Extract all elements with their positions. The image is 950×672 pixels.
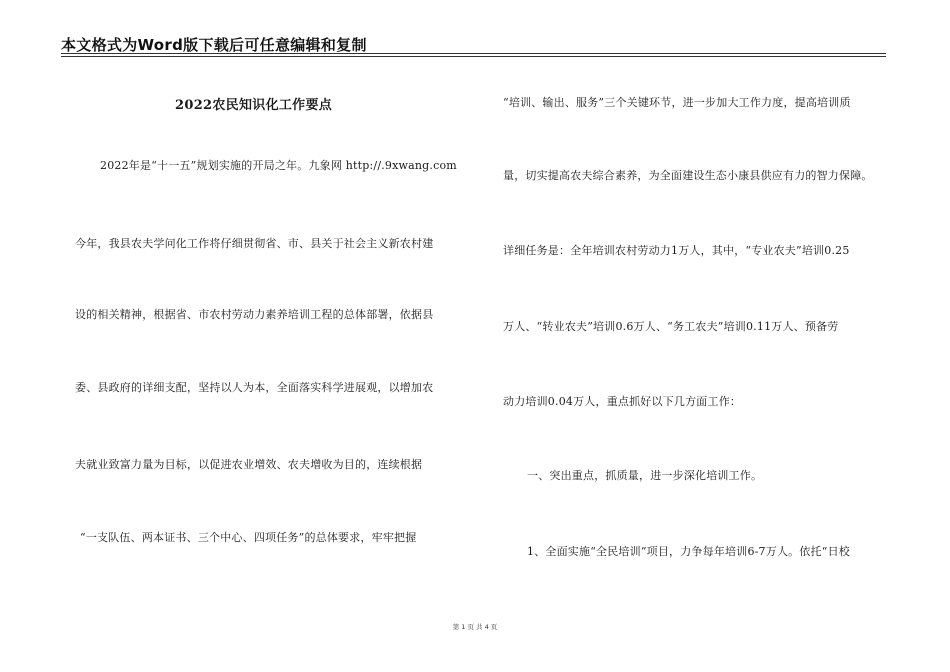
right-paragraph-line: 万人、“转业农夫”培训0.6万人、“务工农夫”培训0.11万人、预备劳	[503, 320, 839, 333]
right-paragraph-line: “培训、输出、服务”三个关键环节，进一步加大工作力度，提高培训质	[503, 96, 851, 109]
header-rule-bottom	[61, 56, 886, 57]
left-paragraph-line: “一支队伍、两本证书、三个中心、四项任务”的总体要求，牢牢把握	[80, 531, 417, 544]
left-paragraph-line: 夫就业致富力量为目标，以促进农业增效、农夫增收为目的，连续根据	[75, 458, 423, 471]
left-paragraph-line: 2022年是“十一五”规划实施的开局之年。九象网 http://.9xwang.com	[100, 159, 457, 172]
header-rule-top	[61, 53, 886, 54]
left-paragraph-line: 设的相关精神，根据省、市农村劳动力素养培训工程的总体部署，依据县	[75, 308, 434, 321]
right-paragraph-line: 量，切实提高农夫综合素养，为全面建设生态小康县供应有力的智力保障。	[503, 169, 873, 182]
page-number: 第 1 页 共 4 页	[452, 623, 498, 631]
left-paragraph-line: 委、县政府的详细支配，坚持以人为本，全面落实科学进展观，以增加农	[75, 381, 434, 394]
right-paragraph-line: 1、全面实施“全民培训”项目，力争每年培训6-7万人。依托“日校	[527, 545, 850, 558]
document-banner: 本文格式为Word版下载后可任意编辑和复制	[61, 36, 367, 54]
right-paragraph-line: 动力培训0.04万人，重点抓好以下几方面工作：	[503, 395, 742, 408]
document-title: 2022农民知识化工作要点	[175, 98, 333, 113]
left-paragraph-line: 今年，我县农夫学问化工作将仔细贯彻省、市、县关于社会主义新农村建	[75, 237, 434, 250]
section-heading: 一、突出重点，抓质量，进一步深化培训工作。	[527, 469, 763, 482]
right-paragraph-line: 详细任务是：全年培训农村劳动力1万人，其中，“专业农夫”培训0.25	[503, 244, 850, 257]
